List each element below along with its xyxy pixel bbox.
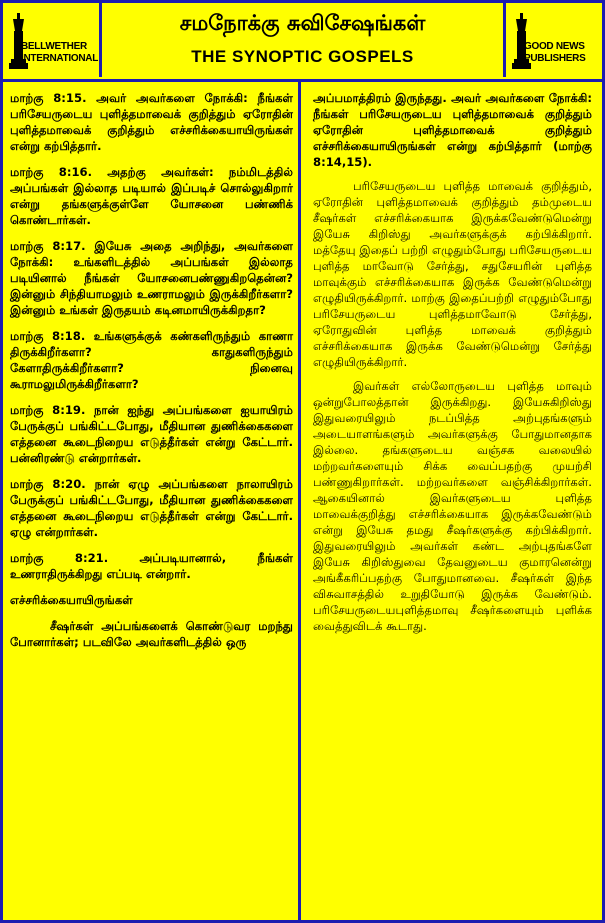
- good-news-logo-line1: GOOD NEWS: [524, 41, 585, 52]
- bellwether-logo: [3, 3, 102, 77]
- left-column: [10, 90, 293, 660]
- verse-paragraph: மாற்கு 8:15. அவர் அவர்களை நோக்கி: நீங்கள் பரிசேயருடைய புளித்தமாவைக் குறித்தும் ஏரோதின் புளித்தமாவைக் குறித்தும் எச்சரிக்கையாயிருங்கள் என்று கற்பித்தார்.: [10, 91, 293, 153]
- verse-paragraph: மாற்கு 8:16. அதற்கு அவர்கள்: நம்மிடத்தில் அப்பங்கள் இல்லாத படியால் இப்படிச் சொல்லுகிறார் என்று தங்களுக்குள்ளே யோசனை பண்ணிக் கொண்டார்கள்.: [10, 165, 293, 227]
- verse-paragraph: மாற்கு 8:18. உங்களுக்குக் கண்களிருந்தும் காணா திருக்கிறீர்களா? காதுகளிருந்தும் கேளாதிருக்கிறீர்களா? நினைவு கூராமலுமிருக்கிறீர்களா?: [10, 329, 293, 391]
- commentary-paragraph: இவர்கள் எல்லோருடைய புளித்த மாவும் ஒன்றுபோலத்தான் இருக்கிறது. இயேசுகிறிஸ்து இதுவரையிலும் நடப்பித்த அற்புதங்களும் அடையாளங்களும் அவர்களுக்கு போதுமானதாக இல்லை. தங்களுடைய வஞ்சக வலையில் மற்றவர்களையும் சிக்க வைப்பதற்கு முயற்சி பண்ணுகிறார்கள். மற்றவர்களை வஞ்சிக்கிறார்கள். ஆகையினால் இவர்களுடைய புளித்த மாவைக்குறித்து எச்சரிக்கையாக இருக்கவேண்டும் என்று இயேசு தமது சீஷர்களுக்கு கற்பிக்கிறார். இதுவரையிலும் அவர்கள் கண்ட அற்புதங்களே இயேசு கிறிஸ்துவை தேவனுடைய குமாரனென்று அங்கீகரிப்பதற்கு போதுமானவை. சீஷர்கள் இந்த விசுவாசத்தில் உறுதியோடு இருக்க வேண்டும். பரிசேயருடையபுளித்தமாவு சீஷர்களையும் புளிக்க வைத்துவிடக் கூடாது.: [313, 379, 592, 633]
- page-title-english: THE SYNOPTIC GOSPELS: [191, 47, 414, 66]
- commentary-paragraph: பரிசேயருடைய புளித்த மாவைக் குறித்தும், ஏரோதின் புளித்தமாவைக் குறித்தும் தம்முடைய சீஷர்கள் எச்சரிக்கையாக இருக்கவேண்டுமென்று இயேசு கிறிஸ்து அவர்களுக்குக் கற்பிக்கிறார். மத்தேயு இதைப் பற்றி எழுதும்போது பரிசேயருடைய புளித்த மாவோடு சேர்த்து, சதுசேயரின் புளித்த மாவுக்கும் எச்சரிக்கையாக இருக்க வேண்டுமென்று எழுதியிருக்கிறார். மாற்கு இதைப்பற்றி எழுதும்போது பரிசேயருடைய புளித்தமாவோடு சேர்த்து, ஏரோதுவின் புளித்த மாவைக் குறித்தும் எச்சரிக்கையாக இருக்க வேண்டுமென்று சேர்த்து எழுதியிருக்கிறார்.: [313, 179, 592, 369]
- good-news-logo-line2: PUBLISHERS: [524, 53, 586, 64]
- good-news-logo: [503, 3, 602, 77]
- right-column: [313, 90, 592, 642]
- column-divider: [298, 82, 301, 920]
- commentary-paragraph: அப்பமாத்திரம் இருந்தது. அவர் அவர்களை நோக்கி: நீங்கள் பரிசேயருடைய புளித்தமாவைக் குறித்தும் ஏரோதின் புளித்தமாவைக் குறித்தும் எச்சரிக்கையாயிருங்கள் என்று கற்பித்தார் (மாற்கு 8:14,15).: [313, 91, 592, 169]
- bellwether-logo-line1: BELLWETHER: [21, 41, 87, 52]
- good-news-logo-text: [524, 41, 585, 65]
- section-subheading: எச்சரிக்கையாயிருங்கள்: [10, 593, 133, 607]
- header-divider: [3, 79, 602, 82]
- bellwether-logo-line2: INTERNATIONAL: [21, 53, 99, 64]
- verse-paragraph: மாற்கு 8:21. அப்படியானால், நீங்கள் உணராதிருக்கிறது எப்படி என்றார்.: [10, 551, 293, 581]
- bellwether-logo-text: [21, 41, 98, 65]
- title-box: [102, 3, 503, 77]
- verse-paragraph: மாற்கு 8:20. நான் ஏழு அப்பங்களை நாலாயிரம் பேருக்குப் பங்கிட்டபோது, மீதியான துணிக்கைகளை எத்தனை கூடைநிறைய எடுத்தீர்கள் என்று கேட்டார். ஏழு என்றார்கள்.: [10, 477, 293, 539]
- page-header: [3, 3, 602, 79]
- verse-paragraph: மாற்கு 8:19. நான் ஐந்து அப்பங்களை ஐயாயிரம் பேருக்குப் பங்கிட்டபோது, மீதியான துணிக்கைகளை எத்தனை கூடைநிறைய எடுத்தீர்கள் என்று கேட்டார். பன்னிரண்டு என்றார்கள்.: [10, 403, 293, 465]
- page-title-tamil: சமநோக்கு சுவிசேஷங்கள்: [179, 11, 426, 35]
- verse-paragraph: மாற்கு 8:17. இயேசு அதை அறிந்து, அவர்களை நோக்கி: உங்களிடத்தில் அப்பங்கள் இல்லாத படியினால் நீங்கள் யோசனைபண்ணுகிறதென்ன? இன்னும் சிந்தியாமலும் உணராமலும் இருக்கிறீர்களா? இன்னும் உங்கள் இருதயம் கடினமாயிருக்கிறதா?: [10, 239, 293, 317]
- closing-paragraph: சீஷர்கள் அப்பங்களைக் கொண்டுவர மறந்து போனார்கள்; படவிலே அவர்களிடத்தில் ஒரு: [10, 619, 293, 649]
